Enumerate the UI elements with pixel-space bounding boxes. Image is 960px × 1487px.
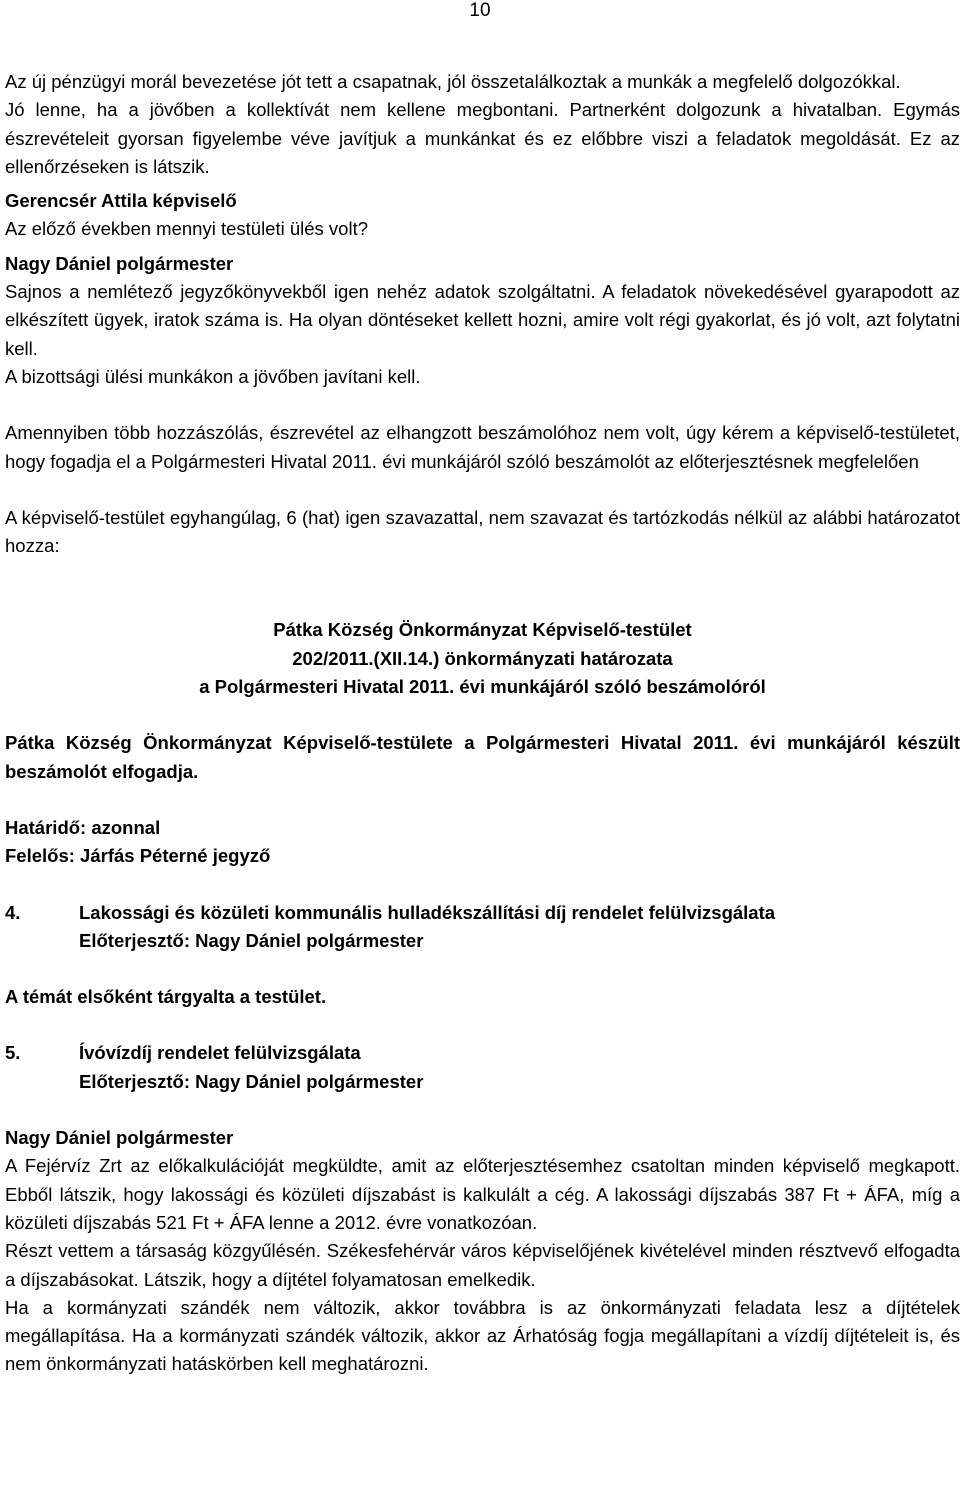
paragraph-collective: Jó lenne, ha a jövőben a kollektívát nem kellene megbontani. Partnerként dolgozunk a hivatalban. Egymás észrevételeit gyorsan figyelembe véve javítjuk a munkánkat és ez előbbre viszi a feladatok megoldását. Ez az ellenőrzéseken is látszik. bbox=[5, 99, 960, 177]
resolution-subject: a Polgármesteri Hivatal 2011. évi munkájáról szóló beszámolóról bbox=[199, 676, 766, 698]
agenda-item-4 bbox=[5, 899, 960, 927]
resolution-deadline: Határidő: azonnal bbox=[5, 816, 161, 838]
paragraph-morale: Az új pénzügyi morál bevezetése jót tett a csapatnak, jól összetalálkoztak a munkák a megfelelő dolgozókkal. bbox=[5, 71, 901, 92]
speaker-mayor-2: Nagy Dániel polgármester bbox=[5, 1127, 234, 1149]
agenda-item-title: Lakossági és közületi kommunális hulladékszállítási díj rendelet felülvizsgálata bbox=[79, 901, 776, 923]
speaker-mayor: Nagy Dániel polgármester bbox=[5, 252, 234, 274]
agenda-item-title: Ívóvízdíj rendelet felülvizsgálata bbox=[79, 1042, 361, 1064]
resolution-responsible: Felelős: Járfás Péterné jegyző bbox=[5, 845, 271, 867]
agenda-item-number: 4. bbox=[5, 901, 21, 923]
agenda-item-note: A témát elsőként tárgyalta a testület. bbox=[5, 986, 327, 1008]
document-body bbox=[5, 68, 960, 1379]
paragraph-assembly: Részt vettem a társaság közgyűlésén. Székesfehérvár város képviselőjének kivételével minden résztvevő elfogadta a díjszabásokat. Látszik, hogy a díjtétel folyamatosan emelkedik. bbox=[5, 1240, 960, 1290]
agenda-item-5 bbox=[5, 1039, 960, 1067]
resolution-body-name: Pátka Község Önkormányzat Képviselő-testület bbox=[273, 619, 692, 641]
paragraph-fejerviz: A Fejérvíz Zrt az előkalkulációját megküldte, amit az előterjesztésemhez csatoltan minden képviselő megkapott. Ebből látszik, hogy lakossági és közületi díjszabást is kalkulált a cég. A lakossági díjszabás 387 Ft + ÁFA, míg a közületi díjszabás 521 Ft + ÁFA lenne a 2012. évre vonatkozóan. bbox=[5, 1155, 960, 1233]
answer-records: Sajnos a nemlétező jegyzőkönyvekből igen nehéz adatok szolgáltatni. A feladatok növekedésével gyarapodott az elkészített ügyek, iratok száma is. Ha olyan döntéseket kellett hozni, amire volt régi gyakorlat, és jó volt, azt folytatni kell. bbox=[5, 281, 960, 359]
page-number: 10 bbox=[469, 0, 491, 21]
paragraph-government-intent: Ha a kormányzati szándék nem változik, akkor továbbra is az önkormányzati feladata lesz a díjtételek megállapítása. Ha a kormányzati szándék változik, akkor az Árhatóság fogja megállapítani a vízdíj díjtételeit is, és nem önkormányzati hatáskörben kell meghatározni. bbox=[5, 1296, 960, 1375]
answer-committee: A bizottsági ülési munkákon a jövőben javítani kell. bbox=[5, 365, 421, 387]
agenda-item-presenter: Előterjesztő: Nagy Dániel polgármester bbox=[79, 1070, 424, 1092]
paragraph-vote: A képviselő-testület egyhangúlag, 6 (hat) igen szavazattal, nem szavazat és tartózkodás nélkül az alábbi határozatot hozza: bbox=[5, 506, 960, 557]
speaker-gerencser: Gerencsér Attila képviselő bbox=[5, 190, 237, 212]
agenda-item-presenter: Előterjesztő: Nagy Dániel polgármester bbox=[79, 929, 424, 951]
paragraph-request-approval: Amennyiben több hozzászólás, észrevétel az elhangzott beszámolóhoz nem volt, úgy kérem a képviselő-testületet, hogy fogadja el a Polgármesteri Hivatal 2011. évi munkájáról szóló beszámolót az előterjesztésnek megfelelően bbox=[5, 422, 960, 472]
agenda-item-number: 5. bbox=[5, 1042, 21, 1064]
resolution-heading bbox=[5, 616, 960, 701]
resolution-number: 202/2011.(XII.14.) önkormányzati határozata bbox=[292, 647, 673, 669]
question-sessions: Az előző években mennyi testületi ülés volt? bbox=[5, 218, 369, 240]
resolution-text: Pátka Község Önkormányzat Képviselő-testülete a Polgármesteri Hivatal 2011. évi munkájáról készült beszámolót elfogadja. bbox=[5, 732, 960, 782]
